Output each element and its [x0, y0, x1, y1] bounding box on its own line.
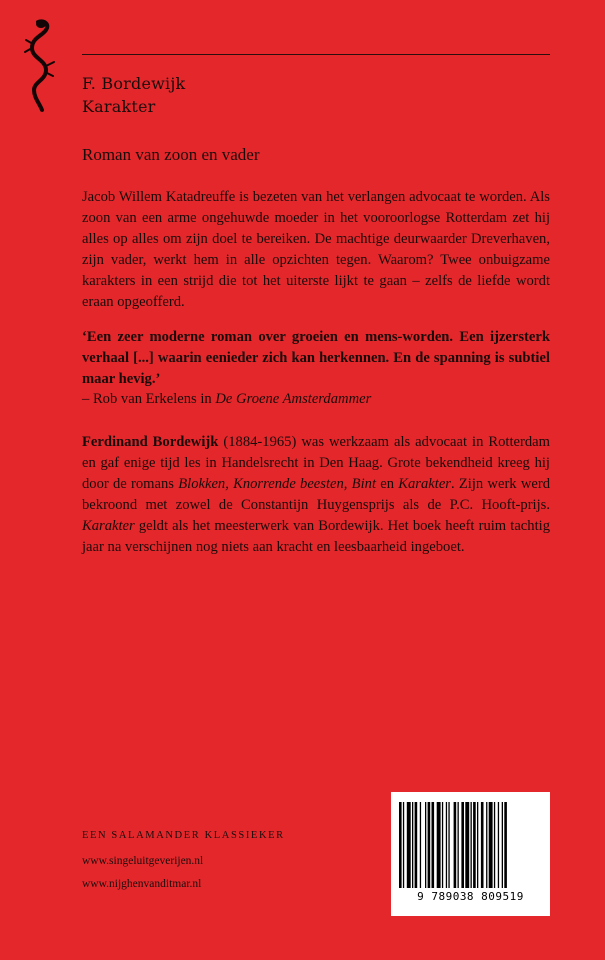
- barcode-bar: [473, 802, 476, 888]
- barcode-bar: [437, 802, 441, 888]
- barcode-bar: [481, 802, 484, 888]
- barcode-bar: [407, 802, 411, 888]
- bio-text-4: geldt als het meesterwerk van Bordewijk. Het boek heeft ruim tachtig jaar na verschijnen nog niets aan kracht en leesbaarheid ingeboet.: [82, 518, 550, 555]
- review-attribution: [82, 389, 550, 410]
- publisher-site-2[interactable]: www.nijghenvanditmar.nl: [82, 878, 202, 890]
- barcode-bar: [399, 802, 402, 888]
- bio-text-2: en: [376, 476, 399, 492]
- barcode-bar: [420, 802, 421, 888]
- barcode-bar: [448, 802, 449, 888]
- review-quote: ‘Een zeer moderne roman over groeien en mens-worden. Een ijzersterk verhaal [...] waarin eenieder zich kan herkennen. En de spanning is subtiel maar hevig.’: [82, 329, 550, 387]
- bio-works: Blokken, Knorrende beesten, Bint: [178, 476, 377, 492]
- attribution-prefix: – Rob van Erkelens in: [82, 391, 216, 407]
- barcode-bar: [502, 802, 503, 888]
- barcode-bar: [458, 802, 459, 888]
- barcode-bar: [412, 802, 413, 888]
- barcode-bar: [425, 802, 426, 888]
- barcode-bar: [486, 802, 487, 888]
- series-label: EEN SALAMANDER KLASSIEKER: [82, 830, 285, 841]
- bio-name: Ferdinand Bordewijk: [82, 434, 219, 450]
- salamander-icon: [20, 18, 60, 114]
- barcode-bar: [461, 802, 464, 888]
- publisher-site-1[interactable]: www.singeluitgeverijen.nl: [82, 855, 204, 867]
- book-title: Karakter: [82, 97, 156, 116]
- barcode-bar: [415, 802, 418, 888]
- header-rule: [82, 54, 550, 55]
- barcode-bar: [504, 802, 507, 888]
- barcode-bar: [477, 802, 478, 888]
- barcode-bar: [471, 802, 472, 888]
- barcode-bars: [399, 802, 542, 888]
- barcode-bar: [428, 802, 431, 888]
- barcode-bar: [432, 802, 435, 888]
- bio-text-1: (1884-1965) was werkzaam als advocaat in Rotterdam en gaf enige tijd les in Handelsrecht in Den Haag. Grote bekendheid kreeg hij door de romans: [82, 434, 550, 492]
- barcode-bar: [494, 802, 495, 888]
- barcode-bar: [442, 802, 443, 888]
- barcode-bar: [498, 802, 499, 888]
- barcode-bar: [446, 802, 447, 888]
- isbn-number: 9 789038 809519: [417, 890, 524, 903]
- author-name: F. Bordewijk: [82, 74, 186, 93]
- bio-work-karakter: Karakter: [398, 476, 451, 492]
- barcode-bar: [454, 802, 457, 888]
- book-subtitle: Roman van zoon en vader: [82, 145, 260, 164]
- barcode-bar: [489, 802, 493, 888]
- bio-work-karakter-2: Karakter: [82, 518, 135, 534]
- barcode-bar: [403, 802, 404, 888]
- publication-name: De Groene Amsterdammer: [215, 391, 372, 407]
- author-bio: [82, 432, 550, 558]
- bio-text-3: . Zijn werk werd bekroond met zowel de Constantijn Huygensprijs als de P.C. Hooft-prijs.: [82, 476, 551, 513]
- barcode-bar: [465, 802, 469, 888]
- synopsis-text: Jacob Willem Katadreuffe is bezeten van het verlangen advocaat te worden. Als zoon van een arme ongehuwde moeder in het vooroorlogse Rotterdam zet hij alles op alles om zijn doel te bereiken. De machtige deurwaarder Dreverhaven, zijn vader, werkt hem in alle opzichten tegen. Waarom? Twee onbuigzame karakters in een strijd die tot het uiterste lijkt te gaan – zelfs de liefde wordt eraan opgeofferd.: [82, 189, 550, 310]
- barcode: [391, 792, 550, 916]
